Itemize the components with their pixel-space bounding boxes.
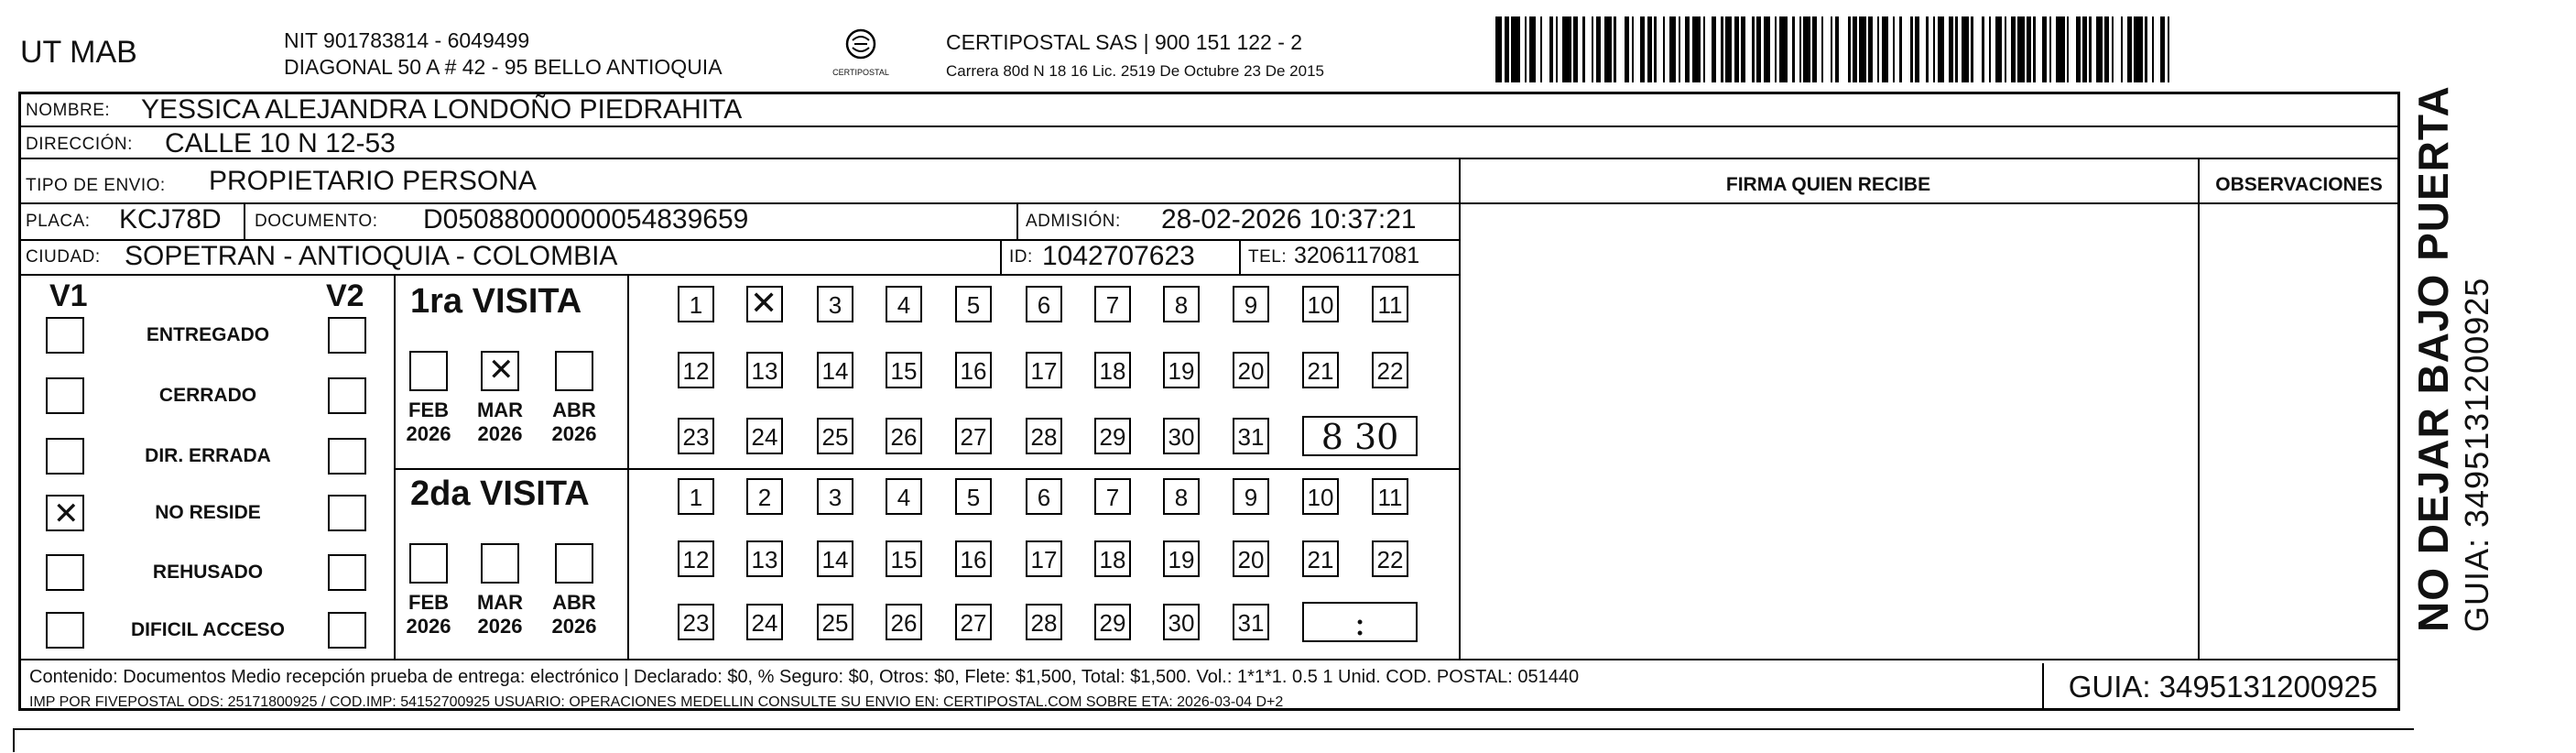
barcode-bar	[1511, 16, 1520, 82]
nombre-value: YESSICA ALEJANDRA LONDOÑO PIEDRAHITA	[141, 94, 743, 125]
status-label: REHUSADO	[152, 562, 264, 583]
barcode-bar	[1902, 16, 1911, 82]
month-label	[473, 398, 527, 446]
barcode-bar	[1542, 16, 1549, 82]
day-checkbox[interactable]: 24	[746, 418, 783, 454]
month-label	[473, 591, 527, 638]
day-checkbox[interactable]: 31	[1233, 418, 1269, 454]
v2-checkbox[interactable]	[328, 317, 366, 354]
barcode-bar	[1634, 16, 1640, 82]
v1-checkbox[interactable]	[46, 495, 84, 531]
id-value: 1042707623	[1042, 241, 1195, 271]
barcode-bar	[1839, 16, 1848, 82]
barcode-bar	[2096, 16, 2103, 82]
barcode-bar	[2036, 16, 2042, 82]
barcode-bar	[1995, 16, 2002, 82]
barcode	[1495, 16, 2175, 82]
day-checkbox[interactable]: 6	[1026, 478, 1062, 515]
col-divider	[1239, 239, 1241, 274]
day-checkbox[interactable]: 16	[955, 540, 992, 577]
day-checkbox[interactable]: 15	[886, 352, 922, 388]
day-checkbox[interactable]: 27	[955, 418, 992, 454]
day-checkbox[interactable]: 8	[1163, 478, 1200, 515]
sender-info	[284, 27, 723, 81]
barcode-bar	[1495, 16, 1502, 82]
day-checkbox[interactable]: 27	[955, 604, 992, 640]
month-name: MAR	[476, 591, 524, 614]
courier-address: Carrera 80d N 18 16 Lic. 2519 De Octubre 23 De 2015	[946, 62, 1324, 80]
day-checkbox[interactable]: 24	[746, 604, 783, 640]
day-checkbox[interactable]: 4	[886, 478, 922, 515]
firma-header: FIRMA QUIEN RECIBE	[1725, 174, 1931, 195]
barcode-bar	[1657, 16, 1663, 82]
barcode-bar	[2056, 16, 2065, 82]
month-year: 2026	[406, 422, 451, 445]
footer-contents: Contenido: Documentos Medio recepción prueba de entrega: electrónico | Declarado: $0, % Seguro: $0, Otros: $0, Flete: $1,500, Total: $1,500. Vol.: 1*1*1. 0.5 1 Unid. COD. POSTAL: 051440	[29, 667, 1580, 687]
tel-value: 3206117081	[1294, 243, 1420, 268]
month-year: 2026	[477, 615, 523, 638]
day-checkbox[interactable]: 7	[1094, 478, 1131, 515]
col-divider	[1000, 239, 1002, 274]
barcode-bar	[1705, 16, 1712, 82]
month-name: ABR	[552, 591, 596, 614]
row-divider	[18, 274, 1459, 276]
day-checkbox[interactable]: 16	[955, 352, 992, 388]
day-checkbox[interactable]	[746, 286, 783, 322]
barcode-bar	[2114, 16, 2120, 82]
day-checkbox[interactable]: 3	[817, 286, 853, 322]
month-year: 2026	[551, 615, 597, 638]
day-checkbox[interactable]: 25	[817, 604, 853, 640]
v1-checkbox[interactable]	[46, 438, 84, 475]
month-name: ABR	[552, 398, 596, 421]
day-checkbox[interactable]: 26	[886, 604, 922, 640]
v2-checkbox[interactable]	[328, 377, 366, 414]
v2-checkbox[interactable]	[328, 495, 366, 531]
v2-header: V2	[326, 278, 364, 313]
month-checkbox-mar[interactable]	[481, 543, 519, 584]
month-label	[547, 591, 602, 638]
v2-checkbox[interactable]	[328, 438, 366, 475]
status-label: DIR. ERRADA	[145, 445, 271, 466]
tear-line	[13, 728, 2414, 752]
col-divider	[394, 274, 396, 659]
ciudad-label: CIUDAD:	[26, 247, 101, 267]
sender-nit: NIT 901783814 - 6049499	[284, 28, 530, 52]
day-checkbox[interactable]: 19	[1163, 352, 1200, 388]
day-checkbox[interactable]: 6	[1026, 286, 1062, 322]
tel-label: TEL:	[1248, 247, 1288, 267]
logo-text: CERTIPOSTAL	[832, 68, 889, 77]
day-checkbox[interactable]: 30	[1163, 418, 1200, 454]
side-warning: NO DEJAR BAJO PUERTA	[2409, 85, 2457, 632]
day-checkbox[interactable]: 30	[1163, 604, 1200, 640]
v1-checkbox[interactable]	[46, 377, 84, 414]
month-name: FEB	[408, 591, 449, 614]
day-checkbox[interactable]: 23	[678, 604, 714, 640]
day-checkbox[interactable]: 17	[1026, 540, 1062, 577]
footer-guia: GUIA: 3495131200925	[2042, 663, 2402, 711]
row-divider	[18, 126, 2400, 127]
month-checkbox-mar[interactable]	[481, 351, 519, 391]
v2-checkbox[interactable]	[328, 612, 366, 649]
barcode-bar	[1919, 16, 1926, 82]
day-checkbox[interactable]: 5	[955, 286, 992, 322]
barcode-bar	[2069, 16, 2075, 82]
v2-checkbox[interactable]	[328, 554, 366, 591]
tipo-label: TIPO DE ENVIO:	[26, 176, 166, 195]
barcode-bar	[1604, 16, 1611, 82]
sender-address: DIAGONAL 50 A # 42 - 95 BELLO ANTIOQUIA	[284, 55, 723, 79]
month-checkbox-abr[interactable]	[555, 543, 593, 584]
day-checkbox[interactable]: 21	[1302, 540, 1339, 577]
footer-print-info: IMP POR FIVEPOSTAL ODS: 25171800925 / COD.IMP: 54152700925 USUARIO: OPERACIONES MEDELLIN CONSULTE SU ENVIO EN: CERTIPOSTAL.COM SOBRE ETA: 2026-03-04 D+2	[29, 694, 1284, 710]
barcode-bar	[1803, 16, 1810, 82]
check-mark-icon: ✕	[53, 496, 80, 532]
day-checkbox[interactable]: 20	[1233, 540, 1269, 577]
col-divider	[1016, 202, 1018, 239]
second-visit-title: 2da VISITA	[410, 475, 590, 513]
logo-icon	[820, 27, 902, 68]
day-checkbox[interactable]: 9	[1233, 478, 1269, 515]
documento-label: DOCUMENTO:	[255, 212, 378, 231]
day-checkbox[interactable]: 17	[1026, 352, 1062, 388]
barcode-bar	[2017, 16, 2024, 82]
barcode-bar	[1962, 16, 1968, 82]
day-checkbox[interactable]: 3	[817, 478, 853, 515]
courier-name: CERTIPOSTAL SAS | 900 151 122 - 2	[946, 30, 1303, 54]
side-notice	[2408, 85, 2496, 632]
status-label: CERRADO	[158, 385, 257, 406]
check-mark-icon: ✕	[488, 352, 515, 388]
barcode-bar	[1823, 16, 1830, 82]
tipo-value: PROPIETARIO PERSONA	[209, 166, 537, 196]
month-year: 2026	[551, 422, 597, 445]
barcode-bar	[1973, 16, 1983, 82]
day-checkbox[interactable]: 2	[746, 478, 783, 515]
month-name: MAR	[476, 398, 524, 421]
courier-info	[946, 27, 1324, 86]
row-divider	[394, 468, 1459, 470]
placa-value: KCJ78D	[119, 204, 222, 235]
barcode-bar	[1585, 16, 1592, 82]
month-checkbox-feb[interactable]	[409, 351, 448, 391]
month-label	[401, 398, 456, 446]
day-checkbox[interactable]: 18	[1094, 540, 1131, 577]
day-checkbox[interactable]: 28	[1026, 604, 1062, 640]
col-divider	[1459, 158, 1461, 659]
barcode-bar	[1882, 16, 1888, 82]
col-divider	[627, 274, 629, 659]
barcode-bar	[1529, 16, 1536, 82]
barcode-bar	[2134, 16, 2143, 82]
day-checkbox[interactable]: 20	[1233, 352, 1269, 388]
day-checkbox[interactable]: 12	[678, 540, 714, 577]
day-checkbox[interactable]: 14	[817, 540, 853, 577]
day-checkbox[interactable]: 1	[678, 478, 714, 515]
day-checkbox[interactable]: 8	[1163, 286, 1200, 322]
day-checkbox[interactable]: 12	[678, 352, 714, 388]
day-checkbox[interactable]: 10	[1302, 286, 1339, 322]
day-checkbox[interactable]: 9	[1233, 286, 1269, 322]
day-checkbox[interactable]: 7	[1094, 286, 1131, 322]
header-divider	[1459, 202, 2400, 204]
barcode-bar	[1725, 16, 1732, 82]
barcode-bar	[1764, 16, 1770, 82]
v1-checkbox[interactable]	[46, 612, 84, 649]
barcode-bar	[1745, 16, 1752, 82]
day-checkbox[interactable]: 1	[678, 286, 714, 322]
ciudad-value: SOPETRAN - ANTIOQUIA - COLOMBIA	[125, 241, 618, 271]
v1-checkbox[interactable]	[46, 554, 84, 591]
month-name: FEB	[408, 398, 449, 421]
v1-checkbox[interactable]	[46, 317, 84, 354]
status-label: NO RESIDE	[155, 502, 261, 523]
day-checkbox[interactable]: 26	[886, 418, 922, 454]
day-checkbox[interactable]: 29	[1094, 604, 1131, 640]
first-visit-title: 1ra VISITA	[410, 282, 582, 321]
barcode-bar	[2169, 16, 2174, 82]
day-checkbox[interactable]: 22	[1372, 352, 1408, 388]
month-checkbox-abr[interactable]	[555, 351, 593, 391]
month-label	[401, 591, 456, 638]
day-checkbox[interactable]: 21	[1302, 352, 1339, 388]
day-checkbox[interactable]: 31	[1233, 604, 1269, 640]
day-checkbox[interactable]: 13	[746, 540, 783, 577]
col-divider	[2198, 158, 2200, 659]
day-checkbox[interactable]: 19	[1163, 540, 1200, 577]
day-checkbox[interactable]: 4	[886, 286, 922, 322]
side-guia: GUIA: 3495131200925	[2458, 277, 2495, 632]
month-checkbox-feb[interactable]	[409, 543, 448, 584]
direccion-value: CALLE 10 N 12-53	[165, 128, 396, 158]
direccion-label: DIRECCIÓN:	[26, 135, 133, 154]
barcode-bar	[1779, 16, 1788, 82]
day-checkbox[interactable]: 28	[1026, 418, 1062, 454]
admision-value: 28-02-2026 10:37:21	[1161, 204, 1417, 235]
day-checkbox[interactable]: 23	[678, 418, 714, 454]
status-label: ENTREGADO	[146, 324, 270, 345]
nombre-label: NOMBRE:	[26, 101, 111, 120]
barcode-bar	[1938, 16, 1944, 82]
barcode-bar	[1562, 16, 1571, 82]
month-label	[547, 398, 602, 446]
barcode-bar	[1692, 16, 1701, 82]
day-checkbox[interactable]: 13	[746, 352, 783, 388]
day-checkbox[interactable]: 10	[1302, 478, 1339, 515]
hour-field[interactable]: 8 30	[1302, 416, 1418, 456]
month-year: 2026	[406, 615, 451, 638]
hour-field[interactable]: :	[1302, 602, 1418, 642]
barcode-bar	[1616, 16, 1625, 82]
day-checkbox[interactable]: 5	[955, 478, 992, 515]
row-divider	[18, 659, 2400, 660]
placa-label: PLACA:	[26, 212, 91, 231]
col-divider	[244, 202, 245, 239]
day-checkbox[interactable]: 11	[1372, 286, 1408, 322]
barcode-bar	[1669, 16, 1676, 82]
day-checkbox[interactable]: 11	[1372, 478, 1408, 515]
admision-label: ADMISIÓN:	[1026, 212, 1121, 231]
barcode-bar	[2154, 16, 2160, 82]
day-checkbox[interactable]: 25	[817, 418, 853, 454]
day-checkbox[interactable]: 18	[1094, 352, 1131, 388]
day-checkbox[interactable]: 22	[1372, 540, 1408, 577]
v1-header: V1	[49, 278, 88, 313]
day-checkbox[interactable]: 14	[817, 352, 853, 388]
certipostal-logo	[820, 27, 902, 79]
id-label: ID:	[1009, 247, 1033, 267]
sender-name: UT MAB	[20, 35, 137, 70]
day-checkbox[interactable]: 15	[886, 540, 922, 577]
documento-value: D05088000000054839659	[423, 204, 749, 235]
status-label: DIFICIL ACCESO	[130, 619, 285, 640]
day-checkbox[interactable]: 29	[1094, 418, 1131, 454]
observaciones-header: OBSERVACIONES	[2215, 174, 2383, 195]
barcode-bar	[1859, 16, 1865, 82]
month-year: 2026	[477, 422, 523, 445]
